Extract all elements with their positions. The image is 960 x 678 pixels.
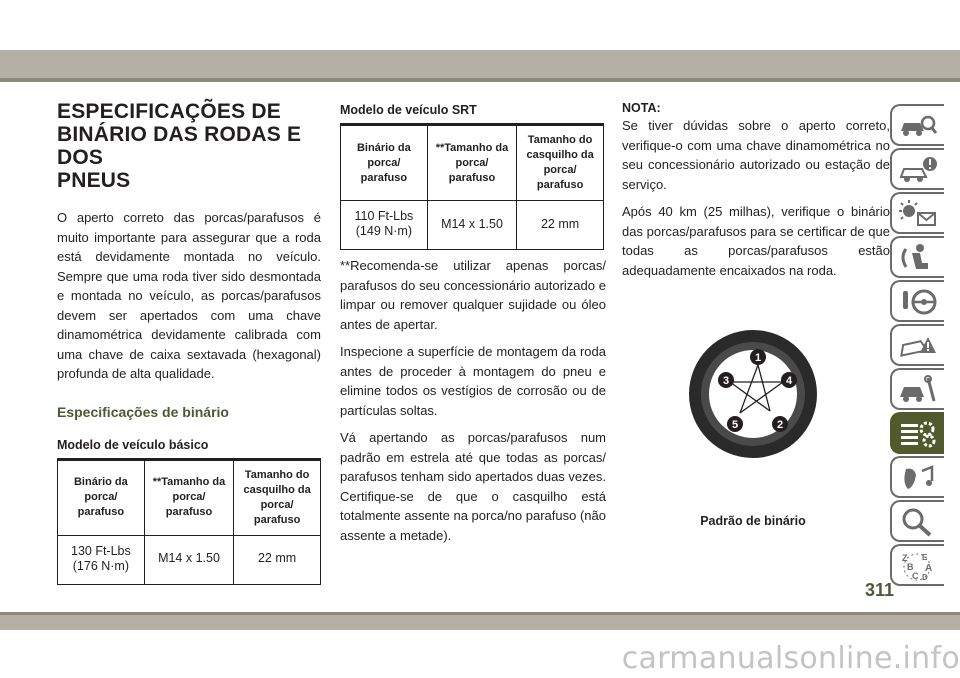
car-lights-message-icon <box>898 199 938 229</box>
lug-number: 5 <box>731 419 739 431</box>
section-title-line: ESPECIFICAÇÕES DE <box>57 100 281 123</box>
index-letters-icon <box>898 551 938 581</box>
table-row <box>58 535 321 584</box>
cell-nut-size: M14 x 1.50 <box>427 201 516 250</box>
header-nut-size: **Tamanho da porca/ parafuso <box>427 125 516 201</box>
column-middle <box>340 100 606 545</box>
srt-model-table <box>340 123 604 250</box>
tab-car-hazard[interactable] <box>890 324 944 366</box>
table-header-row <box>341 125 604 201</box>
table-header-row <box>58 459 321 535</box>
tab-car-warning[interactable] <box>890 148 944 190</box>
tab-index[interactable] <box>890 544 944 586</box>
basic-model-title: Modelo de veículo básico <box>57 437 209 452</box>
header-nut-size: **Tamanho da porca/ parafuso <box>144 459 233 535</box>
tightening-paragraph: Vá apertando as porcas/parafusos num padrão em estrela até que todas as porcas/ parafusos tenham sido apertados duas vezes. Certifique-se de que o casquilho está totalmente assente na porca/no parafuso (não assente a metade). <box>340 430 606 543</box>
tab-car-lights-message[interactable] <box>890 192 944 234</box>
tab-search[interactable] <box>890 500 944 542</box>
car-search-icon <box>898 111 938 141</box>
cell-torque: 110 Ft-Lbs (149 N·m) <box>341 201 428 250</box>
srt-model-title: Modelo de veículo SRT <box>340 103 477 117</box>
basic-model-table <box>57 458 321 585</box>
section-title <box>57 100 321 192</box>
section-title-line: BINÁRIO DAS RODAS E DOS <box>57 123 302 169</box>
section-title-line: PNEUS <box>57 169 131 192</box>
car-hazard-icon <box>898 331 938 361</box>
svg-text:B: B <box>907 562 914 572</box>
header-socket-size: Tamanho do casquilho da porca/ parafuso <box>234 459 321 535</box>
lug-number: 4 <box>785 375 793 387</box>
cell-torque: 130 Ft-Lbs (176 N·m) <box>58 535 145 584</box>
column-left <box>57 100 321 585</box>
torque-pattern-figure <box>686 327 820 461</box>
tab-car-tools[interactable] <box>890 368 944 410</box>
note-paragraph: Após 40 km (25 milhas), verifique o binário das porcas/parafusos para se certificar de que todas as porcas/parafusos estão adequadamente encaixados na roda. <box>622 204 890 278</box>
header-torque: Binário da porca/ parafuso <box>341 125 428 201</box>
watermark: carmanualsonline.info <box>621 641 960 676</box>
car-warning-icon <box>898 155 938 185</box>
tab-multimedia[interactable] <box>890 456 944 498</box>
column-right <box>622 100 890 280</box>
table-row <box>341 201 604 250</box>
seat-airbag-icon <box>898 243 938 273</box>
lug-number: 3 <box>722 375 730 387</box>
page-number: 311 <box>864 580 894 600</box>
header-socket-size: Tamanho do casquilho da porca/ parafuso <box>517 125 604 201</box>
intro-paragraph: O aperto correto das porcas/parafusos é muito importante para assegurar que a roda está devidamente montada no veículo. Sempre que uma roda tiver sido desmontada e montada no veículo, as porcas/parafusos devem ser apertados com uma chave dinamométrica devidamente calibrada com uma chave de caixa sextavada (hexagonal) profunda de alta qualidade. <box>57 210 321 381</box>
lug-number: 2 <box>776 419 784 431</box>
recommendation-paragraph: **Recomenda-se utilizar apenas porcas/ parafusos do seu concessionário autorizado e limpar ou remover qualquer sujidade ou óleo antes de apertar. <box>340 258 606 332</box>
header-torque: Binário da porca/ parafuso <box>58 459 145 535</box>
cell-socket-size: 22 mm <box>517 201 604 250</box>
cell-nut-size: M14 x 1.50 <box>144 535 233 584</box>
note-paragraph: Se tiver dúvidas sobre o aperto correto, verifique-o com uma chave dinamométrica no seu concessionário autorizado ou estação de serviço. <box>622 118 890 192</box>
figure-caption: Padrão de binário <box>700 514 806 528</box>
car-tools-icon <box>898 375 938 405</box>
svg-text:D: D <box>922 573 928 581</box>
tab-seat-airbag[interactable] <box>890 236 944 278</box>
lug-number: 1 <box>754 352 762 364</box>
header-band <box>0 50 960 82</box>
cell-socket-size: 22 mm <box>234 535 321 584</box>
steering-wheel-icon <box>898 287 938 317</box>
torque-spec-heading: Especificações de binário <box>57 403 229 420</box>
multimedia-icon <box>898 463 938 493</box>
note-title: NOTA: <box>622 101 661 115</box>
footer-band <box>0 612 960 630</box>
svg-text:E: E <box>922 553 928 562</box>
specifications-gear-icon <box>898 419 938 449</box>
search-icon <box>898 507 938 537</box>
tab-specifications[interactable] <box>890 412 944 454</box>
svg-text:Z: Z <box>902 553 908 563</box>
svg-text:C: C <box>912 571 919 581</box>
tab-steering-wheel[interactable] <box>890 280 944 322</box>
top-margin <box>0 0 960 50</box>
tab-car-search[interactable] <box>890 104 944 146</box>
inspection-paragraph: Inspecione a superfície de montagem da roda antes de proceder à montagem do pneu e elimine todos os vestígios de corrosão ou de partículas soltas. <box>340 344 606 418</box>
svg-text:A: A <box>925 563 933 574</box>
